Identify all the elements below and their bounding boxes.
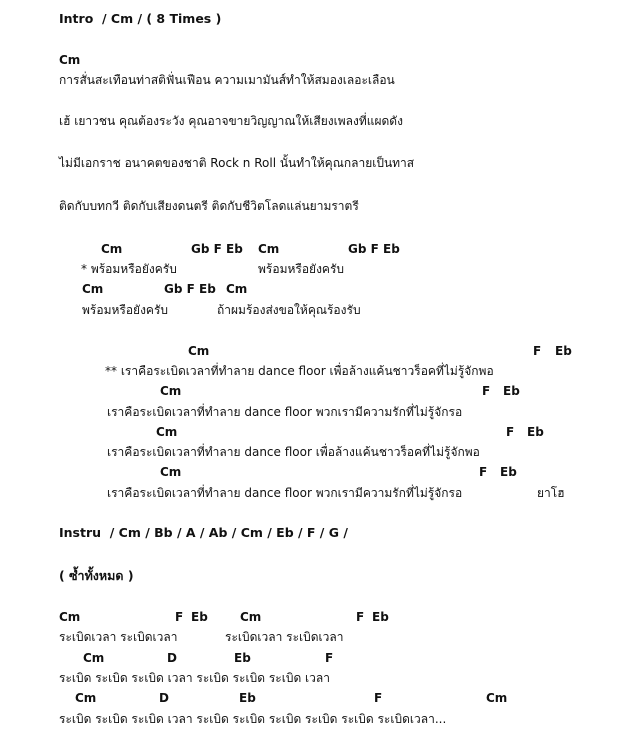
chord: F: [374, 691, 383, 705]
chord: D: [159, 691, 169, 705]
lyric-line: ระเบิดเวลา ระเบิดเวลา: [59, 630, 178, 644]
lyric-line: ระเบิด ระเบิด ระเบิด เวลา ระเบิด ระเบิด ระเบิด ระเบิด ระเบิด ระเบิดเวลา...: [59, 712, 447, 726]
chord: F: [479, 465, 488, 479]
lyric-line: ถ้าผมร้องส่งขอให้คุณร้องรับ: [217, 303, 361, 317]
chord: F: [533, 344, 542, 358]
chord: F: [482, 384, 491, 398]
chord: Gb F Eb: [348, 242, 400, 256]
chord: Eb: [500, 465, 517, 479]
chord: Cm: [486, 691, 508, 705]
chord: Eb: [239, 691, 256, 705]
intro-line: Intro / Cm / ( 8 Times ): [59, 11, 222, 26]
chord: Cm: [75, 691, 97, 705]
chord: Cm: [160, 465, 182, 479]
lyric-line: พร้อมหรือยังครับ: [82, 303, 169, 317]
chord: Cm: [59, 53, 81, 67]
instru-line: Instru / Cm / Bb / A / Ab / Cm / Eb / F / G /: [59, 525, 348, 540]
lyric-line: พร้อมหรือยังครับ: [258, 262, 345, 276]
chord: F: [506, 425, 515, 439]
chord: Cm: [101, 242, 123, 256]
lyric-line: ติดกับบทกวี ติดกับเสียงดนตรี ติดกับชีวิตโลดแล่นยามราตรี: [59, 199, 359, 213]
chord: Cm: [160, 384, 182, 398]
chord: D: [167, 651, 177, 665]
chord: Cm: [226, 282, 248, 296]
chord: Eb: [555, 344, 572, 358]
chord: Cm: [240, 610, 262, 624]
chord: F: [325, 651, 334, 665]
chord: Cm: [156, 425, 178, 439]
lyric-line: เฮ้ เยาวชน คุณต้องระวัง คุณอาจขายวิญญาณให้เสียงเพลงที่แผดดัง: [59, 114, 403, 128]
lyric-line: ระเบิดเวลา ระเบิดเวลา: [225, 630, 344, 644]
chord: Eb: [191, 610, 208, 624]
chord: Eb: [503, 384, 520, 398]
chord: Cm: [59, 610, 81, 624]
chord: Cm: [258, 242, 280, 256]
chord: Gb F Eb: [191, 242, 243, 256]
chord: F: [175, 610, 184, 624]
lyric-line: เราคือระเบิดเวลาที่ทำลาย dance floor พวกเรามีความรักที่ไม่รู้จักรอ: [107, 405, 463, 419]
lyric-line: ระเบิด ระเบิด ระเบิด เวลา ระเบิด ระเบิด ระเบิด เวลา: [59, 671, 330, 685]
lyric-line: ไม่มีเอกราช อนาคตของชาติ Rock n Roll นั้นทำให้คุณกลายเป็นทาส: [59, 156, 415, 170]
chord: Cm: [82, 282, 104, 296]
lyric-line: ** เราคือระเบิดเวลาที่ทำลาย dance floor เพื่อล้างแค้นชาวร็อคที่ไม่รู้จักพอ: [105, 364, 494, 378]
chord: Cm: [188, 344, 210, 358]
chord: Eb: [527, 425, 544, 439]
chord: Gb F Eb: [164, 282, 216, 296]
repeat-all-note: ( ซ้ำทั้งหมด ): [59, 568, 134, 583]
lyric-line: การสั่นสะเทือนท่าสติฟั่นเฟือน ความเมามันส์ทำให้สมองเลอะเลือน: [59, 73, 395, 87]
chord: Eb: [372, 610, 389, 624]
lyric-line: * พร้อมหรือยังครับ: [81, 262, 177, 276]
chord: Cm: [83, 651, 105, 665]
chord: Eb: [234, 651, 251, 665]
chord: F: [356, 610, 365, 624]
lyric-line: เราคือระเบิดเวลาที่ทำลาย dance floor เพื่อล้างแค้นชาวร็อคที่ไม่รู้จักพอ: [107, 445, 480, 459]
lyric-line: ยาโฮ: [537, 486, 565, 500]
lyric-line: เราคือระเบิดเวลาที่ทำลาย dance floor พวกเรามีความรักที่ไม่รู้จักรอ: [107, 486, 463, 500]
